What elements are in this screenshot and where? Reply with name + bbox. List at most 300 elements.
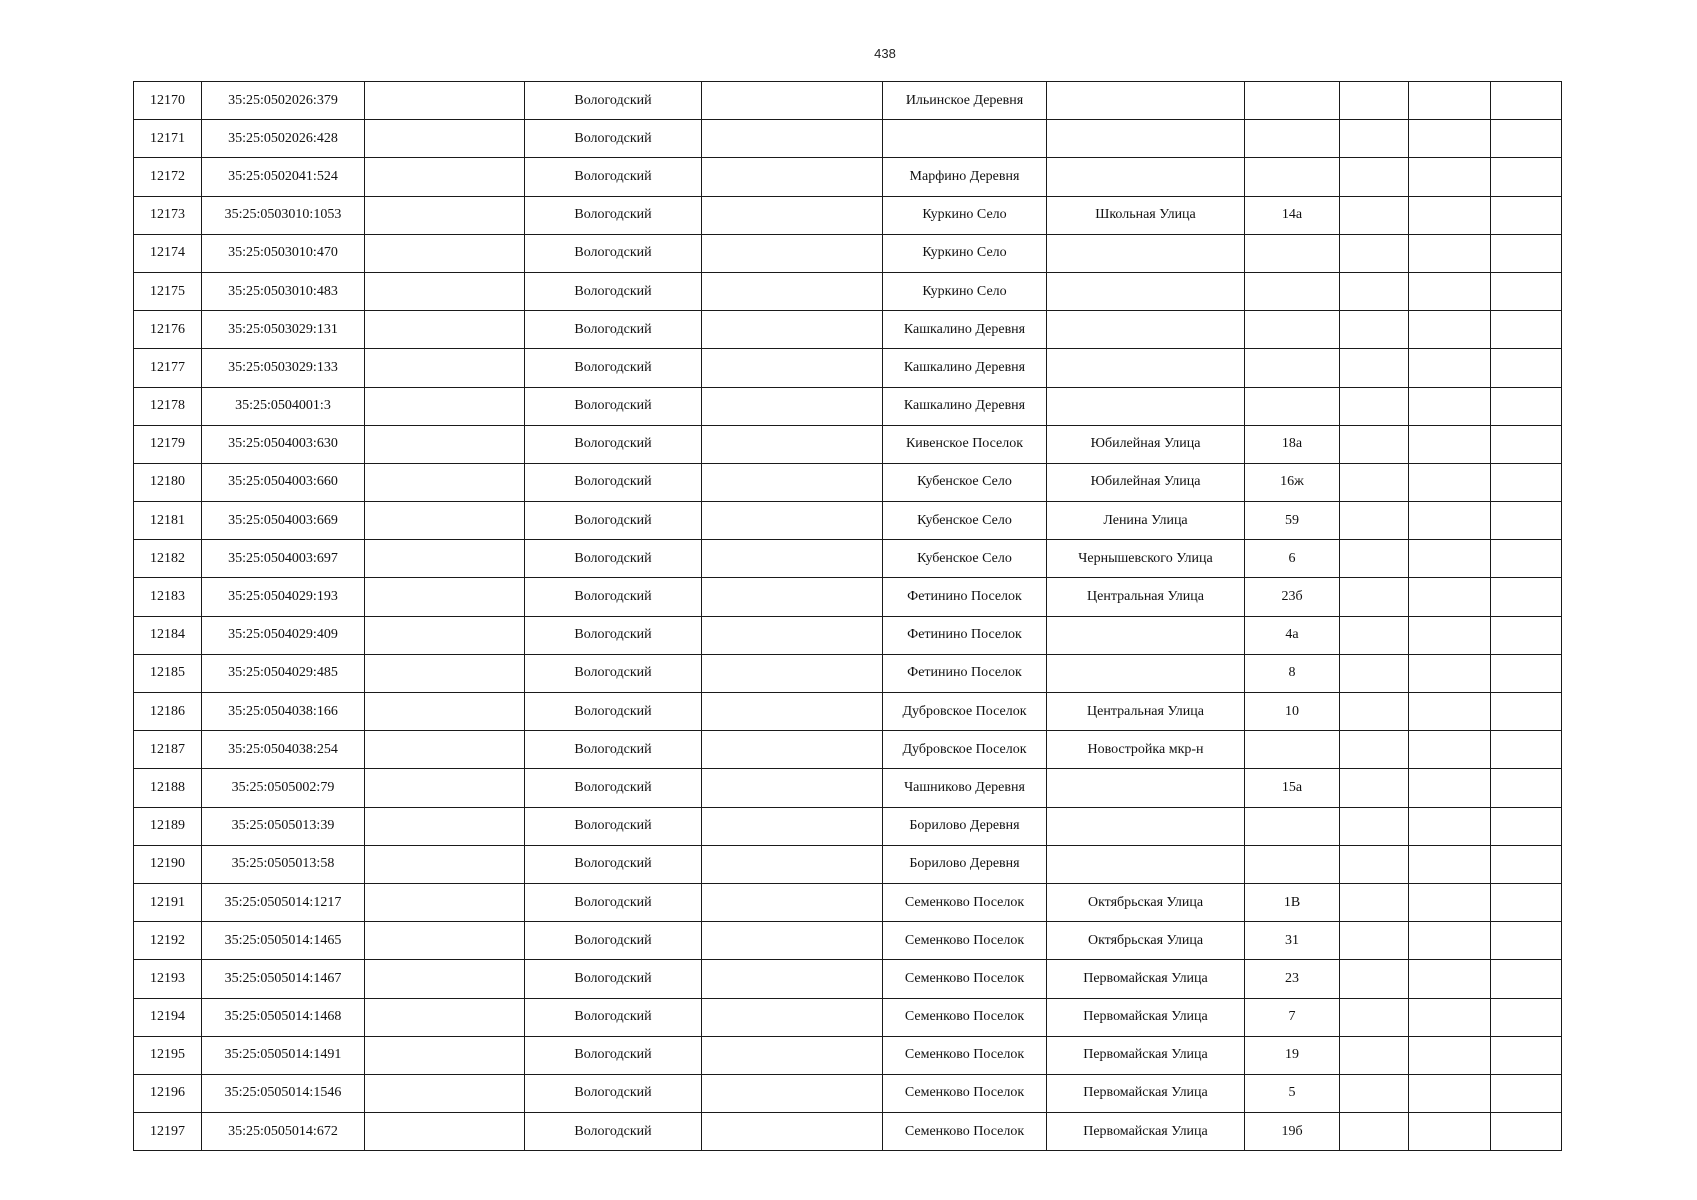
empty-cell	[1409, 502, 1491, 540]
cadastral-number-cell: 35:25:0505014:1465	[202, 922, 365, 960]
empty-cell	[1340, 311, 1409, 349]
district-cell: Вологодский	[525, 883, 702, 921]
house-number-cell: 23	[1245, 960, 1340, 998]
empty-cell	[1491, 845, 1562, 883]
empty-cell	[702, 272, 883, 310]
empty-cell	[1409, 272, 1491, 310]
empty-cell	[702, 387, 883, 425]
row-number-cell: 12183	[134, 578, 202, 616]
district-cell: Вологодский	[525, 731, 702, 769]
house-number-cell: 18а	[1245, 425, 1340, 463]
house-number-cell	[1245, 731, 1340, 769]
empty-cell	[1340, 1036, 1409, 1074]
empty-cell	[365, 196, 525, 234]
settlement-cell: Кубенское Село	[883, 463, 1047, 501]
row-number-cell: 12189	[134, 807, 202, 845]
house-number-cell	[1245, 158, 1340, 196]
empty-cell	[1491, 807, 1562, 845]
empty-cell	[1340, 1074, 1409, 1112]
table-row	[134, 463, 1562, 501]
empty-cell	[1409, 1074, 1491, 1112]
settlement-cell: Семенково Поселок	[883, 1113, 1047, 1151]
empty-cell	[1409, 234, 1491, 272]
row-number-cell: 12176	[134, 311, 202, 349]
empty-cell	[1340, 502, 1409, 540]
table-row	[134, 82, 1562, 120]
registry-body	[134, 82, 1562, 1151]
empty-cell	[365, 502, 525, 540]
empty-cell	[365, 922, 525, 960]
cadastral-number-cell: 35:25:0505013:39	[202, 807, 365, 845]
street-cell	[1047, 120, 1245, 158]
empty-cell	[1340, 463, 1409, 501]
cadastral-number-cell: 35:25:0504003:697	[202, 540, 365, 578]
row-number-cell: 12188	[134, 769, 202, 807]
empty-cell	[1409, 196, 1491, 234]
house-number-cell: 16ж	[1245, 463, 1340, 501]
street-cell	[1047, 845, 1245, 883]
district-cell: Вологодский	[525, 502, 702, 540]
empty-cell	[1491, 387, 1562, 425]
empty-cell	[1491, 654, 1562, 692]
table-row	[134, 234, 1562, 272]
table-row	[134, 196, 1562, 234]
street-cell: Первомайская Улица	[1047, 960, 1245, 998]
cadastral-number-cell: 35:25:0505014:1468	[202, 998, 365, 1036]
row-number-cell: 12180	[134, 463, 202, 501]
street-cell: Первомайская Улица	[1047, 1036, 1245, 1074]
empty-cell	[365, 425, 525, 463]
empty-cell	[702, 616, 883, 654]
row-number-cell: 12193	[134, 960, 202, 998]
street-cell: Октябрьская Улица	[1047, 922, 1245, 960]
district-cell: Вологодский	[525, 349, 702, 387]
empty-cell	[1340, 960, 1409, 998]
cadastral-number-cell: 35:25:0502041:524	[202, 158, 365, 196]
empty-cell	[1491, 120, 1562, 158]
empty-cell	[365, 1036, 525, 1074]
district-cell: Вологодский	[525, 234, 702, 272]
row-number-cell: 12195	[134, 1036, 202, 1074]
empty-cell	[1409, 693, 1491, 731]
row-number-cell: 12175	[134, 272, 202, 310]
empty-cell	[1340, 731, 1409, 769]
district-cell: Вологодский	[525, 311, 702, 349]
table-row	[134, 922, 1562, 960]
empty-cell	[1340, 196, 1409, 234]
empty-cell	[1409, 120, 1491, 158]
empty-cell	[1491, 272, 1562, 310]
empty-cell	[1491, 1074, 1562, 1112]
table-row	[134, 731, 1562, 769]
empty-cell	[1491, 311, 1562, 349]
settlement-cell: Кубенское Село	[883, 502, 1047, 540]
empty-cell	[1409, 463, 1491, 501]
empty-cell	[1409, 807, 1491, 845]
row-number-cell: 12178	[134, 387, 202, 425]
street-cell: Первомайская Улица	[1047, 998, 1245, 1036]
house-number-cell: 5	[1245, 1074, 1340, 1112]
house-number-cell	[1245, 387, 1340, 425]
empty-cell	[1340, 120, 1409, 158]
empty-cell	[1340, 654, 1409, 692]
house-number-cell: 10	[1245, 693, 1340, 731]
settlement-cell: Борилово Деревня	[883, 845, 1047, 883]
empty-cell	[702, 1036, 883, 1074]
empty-cell	[1340, 540, 1409, 578]
empty-cell	[1340, 272, 1409, 310]
table-row	[134, 654, 1562, 692]
settlement-cell: Дубровское Поселок	[883, 693, 1047, 731]
street-cell	[1047, 654, 1245, 692]
table-row	[134, 540, 1562, 578]
row-number-cell: 12170	[134, 82, 202, 120]
row-number-cell: 12186	[134, 693, 202, 731]
empty-cell	[702, 693, 883, 731]
empty-cell	[1409, 82, 1491, 120]
street-cell: Ленина Улица	[1047, 502, 1245, 540]
street-cell: Юбилейная Улица	[1047, 425, 1245, 463]
district-cell: Вологодский	[525, 540, 702, 578]
empty-cell	[1491, 1113, 1562, 1151]
house-number-cell	[1245, 311, 1340, 349]
table-row	[134, 807, 1562, 845]
settlement-cell: Кашкалино Деревня	[883, 311, 1047, 349]
empty-cell	[1409, 769, 1491, 807]
house-number-cell: 1В	[1245, 883, 1340, 921]
empty-cell	[1409, 998, 1491, 1036]
table-row	[134, 616, 1562, 654]
street-cell	[1047, 807, 1245, 845]
empty-cell	[1409, 960, 1491, 998]
empty-cell	[702, 1074, 883, 1112]
empty-cell	[365, 769, 525, 807]
empty-cell	[365, 616, 525, 654]
table-row	[134, 1113, 1562, 1151]
empty-cell	[1340, 616, 1409, 654]
empty-cell	[1340, 807, 1409, 845]
empty-cell	[1491, 769, 1562, 807]
empty-cell	[365, 1113, 525, 1151]
empty-cell	[365, 234, 525, 272]
empty-cell	[365, 272, 525, 310]
empty-cell	[1409, 1113, 1491, 1151]
house-number-cell: 31	[1245, 922, 1340, 960]
empty-cell	[702, 807, 883, 845]
empty-cell	[1491, 693, 1562, 731]
empty-cell	[1409, 883, 1491, 921]
district-cell: Вологодский	[525, 463, 702, 501]
empty-cell	[365, 1074, 525, 1112]
table-row	[134, 272, 1562, 310]
empty-cell	[702, 654, 883, 692]
cadastral-number-cell: 35:25:0504001:3	[202, 387, 365, 425]
district-cell: Вологодский	[525, 769, 702, 807]
street-cell: Юбилейная Улица	[1047, 463, 1245, 501]
district-cell: Вологодский	[525, 1113, 702, 1151]
page-number: 438	[874, 46, 896, 61]
empty-cell	[365, 540, 525, 578]
empty-cell	[1340, 158, 1409, 196]
district-cell: Вологодский	[525, 807, 702, 845]
table-row	[134, 845, 1562, 883]
empty-cell	[702, 960, 883, 998]
settlement-cell: Борилово Деревня	[883, 807, 1047, 845]
empty-cell	[365, 120, 525, 158]
settlement-cell: Семенково Поселок	[883, 922, 1047, 960]
house-number-cell: 59	[1245, 502, 1340, 540]
empty-cell	[365, 654, 525, 692]
row-number-cell: 12191	[134, 883, 202, 921]
street-cell: Центральная Улица	[1047, 693, 1245, 731]
house-number-cell	[1245, 120, 1340, 158]
empty-cell	[1340, 349, 1409, 387]
district-cell: Вологодский	[525, 578, 702, 616]
house-number-cell: 7	[1245, 998, 1340, 1036]
empty-cell	[702, 120, 883, 158]
district-cell: Вологодский	[525, 1074, 702, 1112]
empty-cell	[1409, 540, 1491, 578]
district-cell: Вологодский	[525, 272, 702, 310]
table-row	[134, 578, 1562, 616]
row-number-cell: 12173	[134, 196, 202, 234]
settlement-cell: Куркино Село	[883, 196, 1047, 234]
empty-cell	[1340, 693, 1409, 731]
district-cell: Вологодский	[525, 387, 702, 425]
settlement-cell: Чашниково Деревня	[883, 769, 1047, 807]
settlement-cell: Куркино Село	[883, 234, 1047, 272]
district-cell: Вологодский	[525, 158, 702, 196]
street-cell	[1047, 234, 1245, 272]
district-cell: Вологодский	[525, 654, 702, 692]
empty-cell	[702, 578, 883, 616]
house-number-cell: 14а	[1245, 196, 1340, 234]
cadastral-number-cell: 35:25:0505014:672	[202, 1113, 365, 1151]
district-cell: Вологодский	[525, 922, 702, 960]
cadastral-number-cell: 35:25:0505014:1491	[202, 1036, 365, 1074]
empty-cell	[1409, 845, 1491, 883]
empty-cell	[1491, 1036, 1562, 1074]
cadastral-number-cell: 35:25:0505013:58	[202, 845, 365, 883]
empty-cell	[702, 463, 883, 501]
row-number-cell: 12182	[134, 540, 202, 578]
settlement-cell: Семенково Поселок	[883, 1036, 1047, 1074]
settlement-cell	[883, 120, 1047, 158]
street-cell	[1047, 769, 1245, 807]
empty-cell	[1340, 387, 1409, 425]
empty-cell	[1340, 425, 1409, 463]
cadastral-number-cell: 35:25:0502026:379	[202, 82, 365, 120]
empty-cell	[1340, 922, 1409, 960]
empty-cell	[702, 731, 883, 769]
row-number-cell: 12177	[134, 349, 202, 387]
empty-cell	[1491, 463, 1562, 501]
table-row	[134, 769, 1562, 807]
cadastral-number-cell: 35:25:0504038:254	[202, 731, 365, 769]
table-row	[134, 883, 1562, 921]
house-number-cell	[1245, 845, 1340, 883]
empty-cell	[365, 387, 525, 425]
empty-cell	[702, 349, 883, 387]
empty-cell	[1340, 578, 1409, 616]
empty-cell	[365, 883, 525, 921]
empty-cell	[365, 693, 525, 731]
street-cell: Новостройка мкр-н	[1047, 731, 1245, 769]
empty-cell	[1340, 234, 1409, 272]
settlement-cell: Кашкалино Деревня	[883, 349, 1047, 387]
district-cell: Вологодский	[525, 693, 702, 731]
house-number-cell	[1245, 807, 1340, 845]
street-cell: Октябрьская Улица	[1047, 883, 1245, 921]
empty-cell	[702, 425, 883, 463]
table-row	[134, 349, 1562, 387]
cadastral-number-cell: 35:25:0505014:1467	[202, 960, 365, 998]
empty-cell	[1491, 158, 1562, 196]
row-number-cell: 12196	[134, 1074, 202, 1112]
street-cell	[1047, 272, 1245, 310]
district-cell: Вологодский	[525, 425, 702, 463]
row-number-cell: 12184	[134, 616, 202, 654]
empty-cell	[1409, 387, 1491, 425]
district-cell: Вологодский	[525, 998, 702, 1036]
empty-cell	[702, 196, 883, 234]
empty-cell	[365, 349, 525, 387]
district-cell: Вологодский	[525, 1036, 702, 1074]
empty-cell	[365, 998, 525, 1036]
empty-cell	[702, 845, 883, 883]
cadastral-number-cell: 35:25:0503029:131	[202, 311, 365, 349]
empty-cell	[1491, 883, 1562, 921]
street-cell	[1047, 387, 1245, 425]
empty-cell	[1491, 82, 1562, 120]
settlement-cell: Фетинино Поселок	[883, 578, 1047, 616]
district-cell: Вологодский	[525, 196, 702, 234]
empty-cell	[702, 922, 883, 960]
cadastral-number-cell: 35:25:0505014:1217	[202, 883, 365, 921]
house-number-cell: 19б	[1245, 1113, 1340, 1151]
cadastral-number-cell: 35:25:0504038:166	[202, 693, 365, 731]
table-row	[134, 1036, 1562, 1074]
table-row	[134, 1074, 1562, 1112]
empty-cell	[1409, 349, 1491, 387]
empty-cell	[365, 731, 525, 769]
empty-cell	[1409, 158, 1491, 196]
cadastral-number-cell: 35:25:0504029:409	[202, 616, 365, 654]
empty-cell	[1340, 1113, 1409, 1151]
empty-cell	[1409, 654, 1491, 692]
empty-cell	[1491, 922, 1562, 960]
row-number-cell: 12171	[134, 120, 202, 158]
house-number-cell	[1245, 234, 1340, 272]
street-cell: Школьная Улица	[1047, 196, 1245, 234]
street-cell: Первомайская Улица	[1047, 1113, 1245, 1151]
empty-cell	[702, 311, 883, 349]
empty-cell	[1409, 616, 1491, 654]
empty-cell	[365, 578, 525, 616]
empty-cell	[702, 502, 883, 540]
table-row	[134, 502, 1562, 540]
district-cell: Вологодский	[525, 120, 702, 158]
cadastral-number-cell: 35:25:0505014:1546	[202, 1074, 365, 1112]
row-number-cell: 12174	[134, 234, 202, 272]
empty-cell	[365, 845, 525, 883]
empty-cell	[1491, 425, 1562, 463]
settlement-cell: Куркино Село	[883, 272, 1047, 310]
district-cell: Вологодский	[525, 845, 702, 883]
table-row	[134, 425, 1562, 463]
settlement-cell: Семенково Поселок	[883, 1074, 1047, 1112]
empty-cell	[1409, 311, 1491, 349]
empty-cell	[365, 311, 525, 349]
street-cell	[1047, 311, 1245, 349]
settlement-cell: Марфино Деревня	[883, 158, 1047, 196]
empty-cell	[702, 82, 883, 120]
empty-cell	[365, 463, 525, 501]
empty-cell	[365, 807, 525, 845]
cadastral-number-cell: 35:25:0503029:133	[202, 349, 365, 387]
street-cell: Чернышевского Улица	[1047, 540, 1245, 578]
street-cell: Центральная Улица	[1047, 578, 1245, 616]
empty-cell	[702, 769, 883, 807]
street-cell: Первомайская Улица	[1047, 1074, 1245, 1112]
empty-cell	[1491, 998, 1562, 1036]
row-number-cell: 12179	[134, 425, 202, 463]
cadastral-number-cell: 35:25:0502026:428	[202, 120, 365, 158]
empty-cell	[1340, 769, 1409, 807]
table-row	[134, 387, 1562, 425]
row-number-cell: 12194	[134, 998, 202, 1036]
empty-cell	[1491, 616, 1562, 654]
house-number-cell	[1245, 272, 1340, 310]
row-number-cell: 12185	[134, 654, 202, 692]
table-row	[134, 120, 1562, 158]
street-cell	[1047, 82, 1245, 120]
row-number-cell: 12181	[134, 502, 202, 540]
table-row	[134, 158, 1562, 196]
empty-cell	[365, 82, 525, 120]
settlement-cell: Семенково Поселок	[883, 883, 1047, 921]
row-number-cell: 12197	[134, 1113, 202, 1151]
empty-cell	[1409, 425, 1491, 463]
empty-cell	[702, 158, 883, 196]
cadastral-number-cell: 35:25:0504029:485	[202, 654, 365, 692]
house-number-cell	[1245, 349, 1340, 387]
cadastral-number-cell: 35:25:0503010:1053	[202, 196, 365, 234]
settlement-cell: Дубровское Поселок	[883, 731, 1047, 769]
house-number-cell: 15а	[1245, 769, 1340, 807]
cadastral-number-cell: 35:25:0504029:193	[202, 578, 365, 616]
table-row	[134, 998, 1562, 1036]
empty-cell	[702, 883, 883, 921]
house-number-cell: 6	[1245, 540, 1340, 578]
settlement-cell: Кивенское Поселок	[883, 425, 1047, 463]
empty-cell	[702, 1113, 883, 1151]
house-number-cell: 23б	[1245, 578, 1340, 616]
settlement-cell: Фетинино Поселок	[883, 654, 1047, 692]
row-number-cell: 12187	[134, 731, 202, 769]
empty-cell	[1491, 234, 1562, 272]
empty-cell	[1409, 922, 1491, 960]
district-cell: Вологодский	[525, 616, 702, 654]
empty-cell	[702, 540, 883, 578]
settlement-cell: Кубенское Село	[883, 540, 1047, 578]
row-number-cell: 12190	[134, 845, 202, 883]
district-cell: Вологодский	[525, 960, 702, 998]
empty-cell	[365, 158, 525, 196]
empty-cell	[702, 234, 883, 272]
row-number-cell: 12192	[134, 922, 202, 960]
street-cell	[1047, 616, 1245, 654]
